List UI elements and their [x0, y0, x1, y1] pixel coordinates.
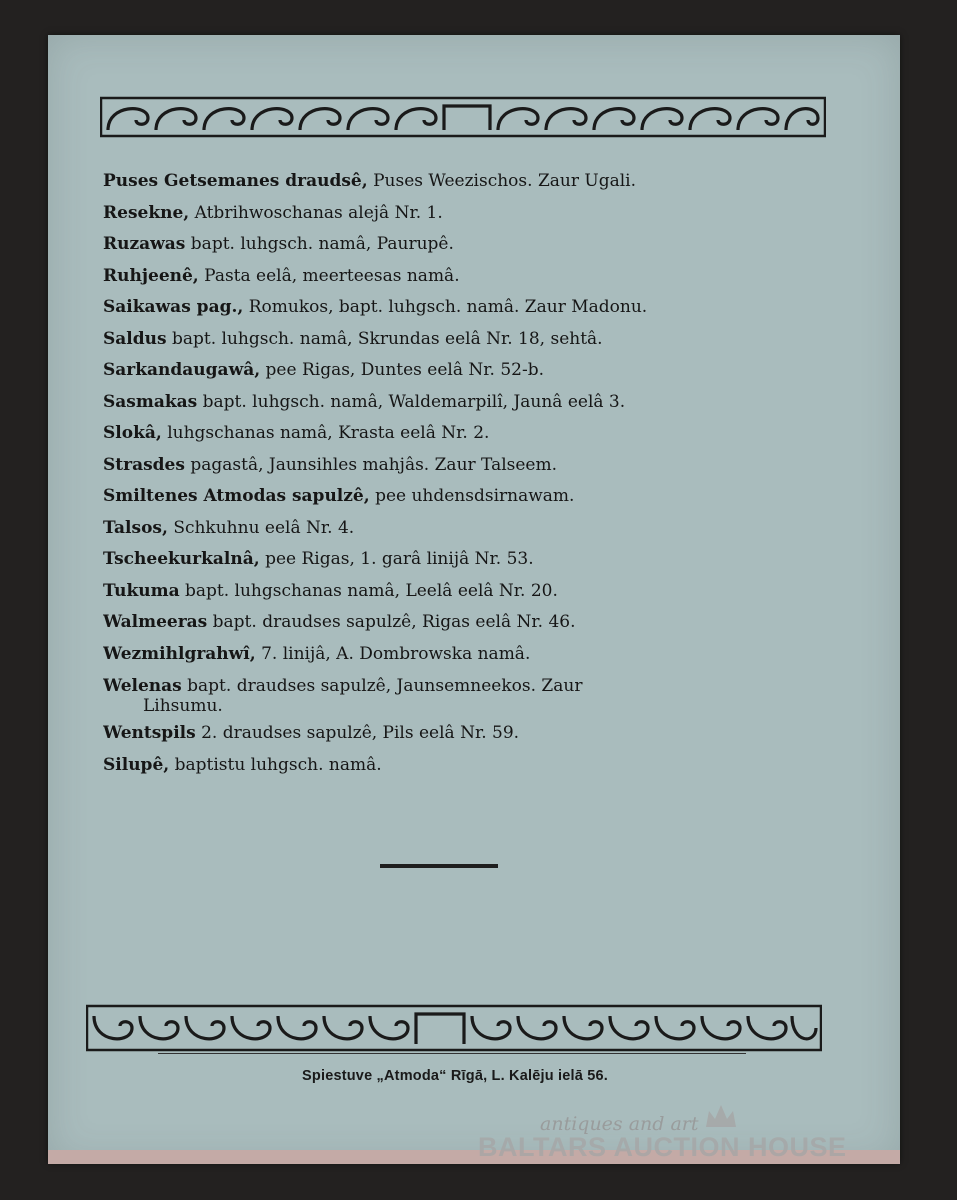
footer-divider: [158, 1053, 746, 1054]
list-item: Wentspils 2. draudses sapulzê, Pils eelâ Nr. 59.: [103, 723, 520, 743]
list-item: Ruzawas bapt. luhgsch. namâ, Paurupê.: [103, 234, 454, 254]
list-item: Welenas bapt. draudses sapulzê, Jaunsemneekos. Zaur Lihsumu.: [103, 676, 583, 716]
watermark-tagline: antiques and art: [540, 1113, 699, 1135]
list-item: Resekne, Atbrihwoschanas alejâ Nr. 1.: [103, 202, 443, 223]
printer-imprint: Spiestuve „Atmoda“ Rīgā, L. Kalēju ielā 56.: [302, 1068, 608, 1084]
list-item: Slokâ, luhgschanas namâ, Krasta eelâ Nr. 2.: [103, 423, 490, 443]
list-item: Sarkandaugawâ, pee Rigas, Duntes eelâ Nr. 52-b.: [103, 360, 544, 380]
watermark-brand: BALTARS AUCTION HOUSE: [478, 1132, 847, 1162]
list-item: Wezmihlgrahwî, 7. linijâ, A. Dombrowska namâ.: [103, 643, 531, 664]
section-divider: [380, 864, 498, 868]
ornament-border-top: [100, 96, 826, 138]
list-item: Puses Getsemanes draudsê, Puses Weezischos. Zaur Ugali.: [103, 171, 636, 191]
list-item: Tscheekurkalnâ, pee Rigas, 1. garâ linijâ Nr. 53.: [103, 549, 534, 569]
list-item: Saikawas pag., Romukos, bapt. luhgsch. namâ. Zaur Madonu.: [103, 297, 648, 317]
ornament-border-bottom: [86, 1004, 822, 1052]
list-item: Strasdes pagastâ, Jaunsihles mahjâs. Zaur Talseem.: [103, 454, 558, 475]
list-item: Saldus bapt. luhgsch. namâ, Skrundas eelâ Nr. 18, sehtâ.: [103, 328, 603, 349]
list-item: Ruhjeenê, Pasta eelâ, meerteesas namâ.: [103, 265, 460, 286]
list-item: Smiltenes Atmodas sapulzê, pee uhdensdsirnawam.: [103, 486, 575, 506]
list-item: Tukuma bapt. luhgschanas namâ, Leelâ eelâ Nr. 20.: [103, 580, 558, 601]
list-item: Sasmakas bapt. luhgsch. namâ, Waldemarpilî, Jaunâ eelâ 3.: [103, 391, 626, 412]
address-list: [103, 166, 819, 781]
list-item: Silupê, baptistu luhgsch. namâ.: [103, 754, 382, 775]
list-item: Talsos, Schkuhnu eelâ Nr. 4.: [103, 517, 355, 538]
list-item: Walmeeras bapt. draudses sapulzê, Rigas eelâ Nr. 46.: [103, 612, 576, 632]
crown-icon: [703, 1103, 739, 1129]
